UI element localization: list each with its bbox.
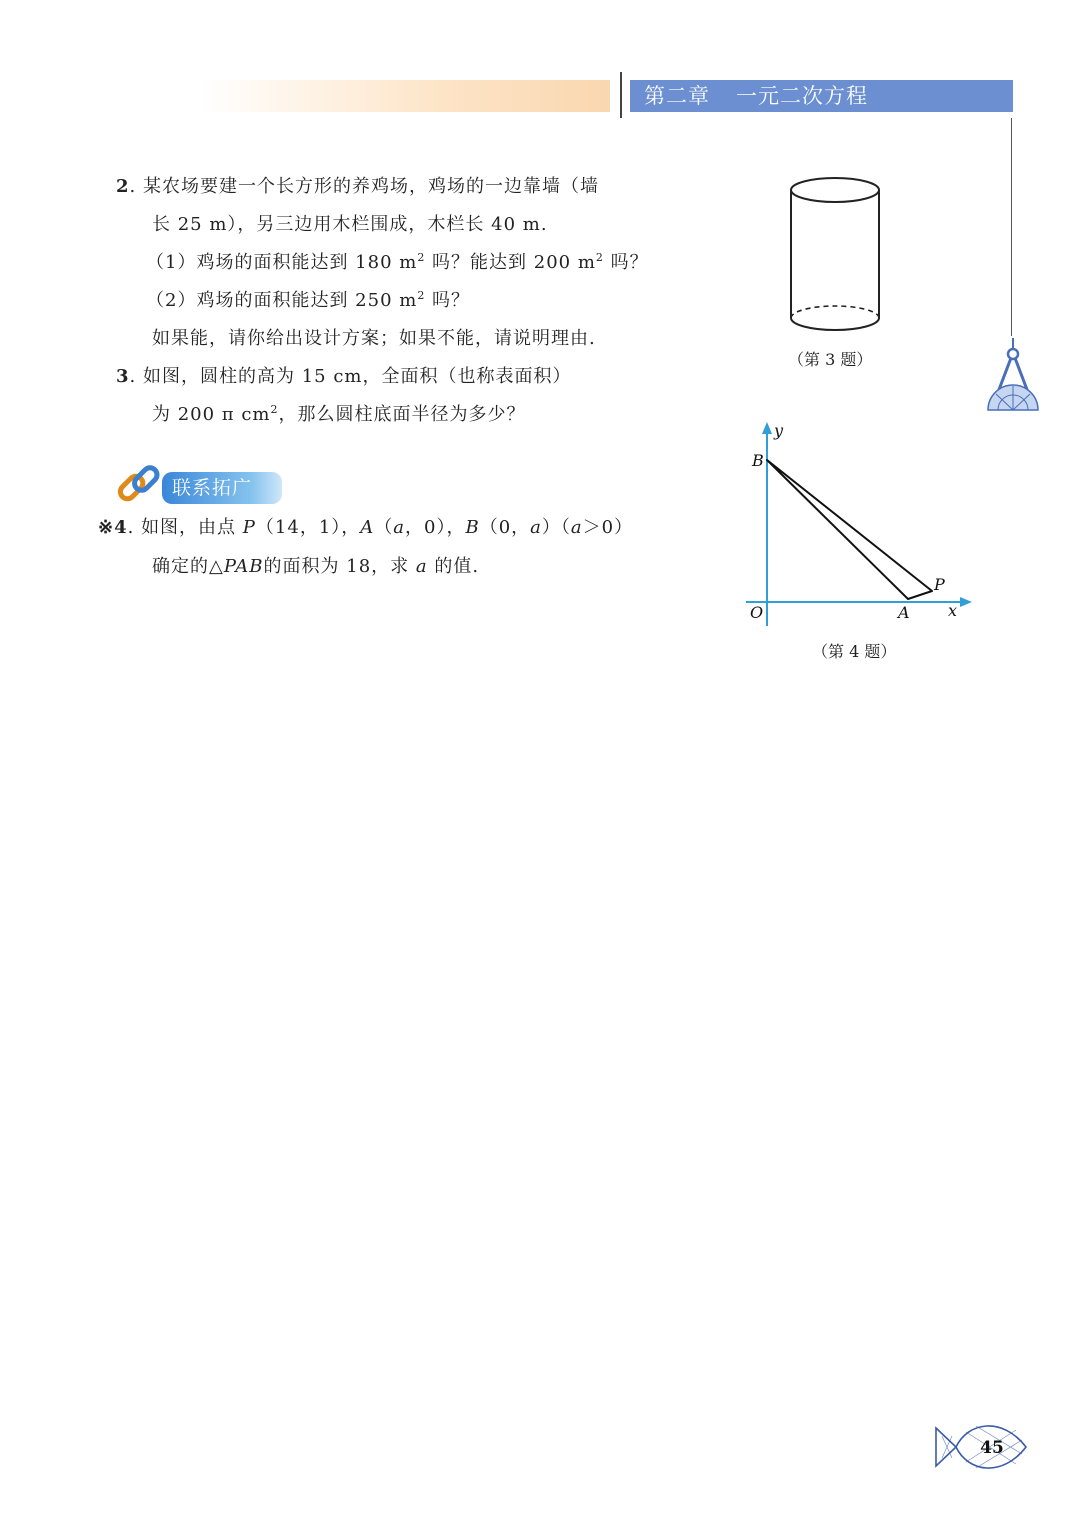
superscript: 2 (595, 251, 604, 264)
problem-2-line-1: 2. 某农场要建一个长方形的养鸡场，鸡场的一边靠墙（墙 (116, 176, 599, 197)
text: （14，1）， (255, 517, 361, 538)
text: 确定的△ (152, 556, 224, 577)
header-decoration (200, 80, 610, 112)
text: 吗？ (425, 290, 471, 311)
triangle-pab (767, 460, 932, 599)
superscript: 2 (270, 403, 279, 416)
label-x: x (948, 601, 958, 620)
superscript: 2 (417, 251, 426, 264)
problem-3-line-2 (152, 403, 526, 427)
label-y: y (774, 421, 784, 440)
text: 的值. (427, 556, 480, 577)
chapter-header (630, 80, 1013, 112)
problem-text: 如图，圆柱的高为 15 cm，全面积（也称表面积） (142, 366, 572, 387)
problem-number: 3 (116, 366, 130, 387)
text: ＞0） (582, 517, 634, 538)
header-divider (620, 72, 622, 118)
text: （ (374, 517, 394, 538)
text: （2）鸡场的面积能达到 250 m (146, 290, 418, 311)
problem-2-line-5: 如果能，请你给出设计方案；如果不能，请说明理由. (152, 328, 596, 349)
label-p: P (934, 575, 945, 594)
figure-4-caption: （第 4 题） (812, 642, 897, 661)
page-number: 45 (980, 1438, 1004, 1458)
triangle-figure (740, 418, 980, 634)
problem-2-question-1 (146, 251, 649, 275)
problem-text: 某农场要建一个长方形的养鸡场，鸡场的一边靠墙（墙 (142, 176, 599, 197)
point-p: P (242, 517, 256, 538)
text: ）（ (541, 517, 571, 538)
text: 吗？ (603, 252, 649, 273)
variable-a: a (570, 517, 583, 538)
label-a: A (898, 603, 910, 622)
problem-number: ※4 (98, 517, 128, 538)
y-axis-arrow (762, 422, 772, 434)
chapter-label: 第二章 (644, 84, 710, 108)
problem-3-line-1: 3. 如图，圆柱的高为 15 cm，全面积（也称表面积） (116, 366, 572, 387)
text: （1）鸡场的面积能达到 180 m (146, 252, 418, 273)
variable-a: a (530, 517, 542, 538)
cylinder-figure (782, 172, 888, 338)
compass-icon (984, 338, 1042, 418)
label-o: O (750, 603, 764, 622)
point-b: B (465, 517, 480, 538)
variable-a: a (393, 517, 406, 538)
problem-number: 2 (116, 176, 130, 197)
triangle-name: PAB (223, 556, 264, 577)
problem-4-line-2 (152, 555, 479, 579)
text: ，那么圆柱底面半径为多少？ (278, 404, 526, 425)
text: （0， (479, 517, 531, 538)
text: 吗？能达到 200 m (425, 252, 596, 273)
label-b: B (752, 451, 764, 470)
text: 的面积为 18，求 (263, 556, 416, 577)
superscript: 2 (417, 289, 426, 302)
margin-rule (1011, 118, 1012, 336)
problem-2-line-2: 长 25 m），另三边用木栏围成，木栏长 40 m. (152, 214, 548, 235)
problem-2-question-2 (146, 289, 470, 313)
figure-3-caption: （第 3 题） (788, 350, 873, 369)
chapter-title: 一元二次方程 (736, 84, 868, 108)
text: 如图，由点 (141, 517, 243, 538)
text: 为 200 π cm (152, 404, 271, 425)
variable-a: a (415, 556, 428, 577)
problem-4-line-1: ※4. 如图，由点 P（14，1），A（a，0），B（0，a）（a＞0） (98, 517, 634, 538)
point-a: A (360, 517, 375, 538)
text: ，0）， (405, 517, 466, 538)
x-axis-arrow (960, 597, 972, 607)
section-label: 联系拓广 (162, 472, 282, 504)
